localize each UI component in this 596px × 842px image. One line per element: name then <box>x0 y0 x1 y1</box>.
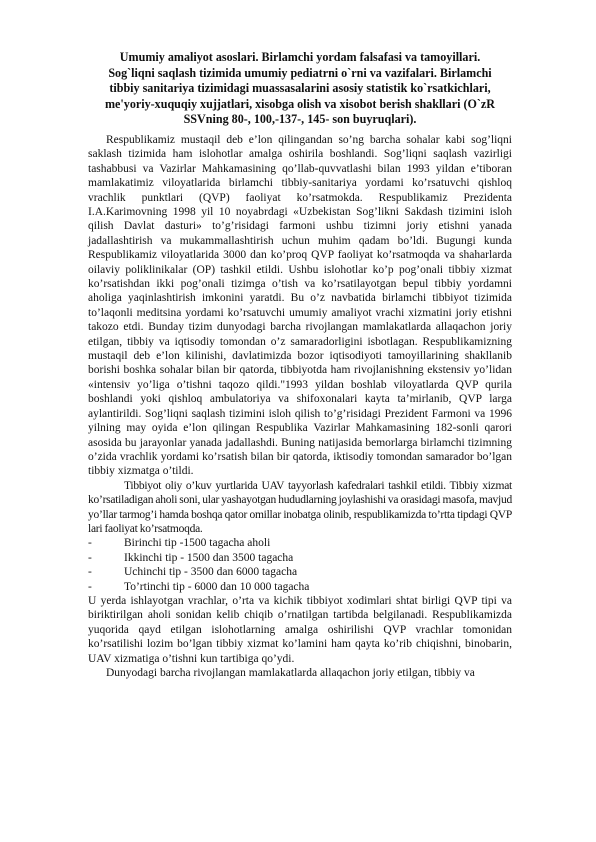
list-item-text: Birinchi tip -1500 tagacha aholi <box>124 537 271 550</box>
body-paragraph-departments: Tibbiyot oliy o’kuv yurtlarida UAV tayyorlash kafedralari tashkil etildi. Tibbiy xizmat ko’rsatiladigan aholi soni, ular yashayotgan hududlarning joylashishi va orasidagi masofa, mavjud yo’llar tarmog’i hamda boshqa qator omillar inobatga olinib, respublikamizda to’rtta tipdagi QVP lari faoliyat ko’rsatmoqda. <box>88 479 512 535</box>
qvp-type-list <box>88 536 512 594</box>
list-item <box>88 551 512 565</box>
list-item-text: Uchinchi tip - 3500 dan 6000 tagacha <box>124 566 298 579</box>
list-dash: - <box>88 580 92 593</box>
list-item <box>88 536 512 550</box>
list-item-text: Ikkinchi tip - 1500 dan 3500 tagacha <box>124 551 294 564</box>
title-line: Umumiy amaliyot asoslari. Birlamchi yordam falsafasi va tamoyillari. <box>119 50 481 64</box>
body-paragraph-continuation: Dunyodagi barcha rivojlangan mamlakatlarda allaqachon joriy etilgan, tibbiy va <box>106 667 475 679</box>
list-item <box>88 580 512 594</box>
document-title <box>88 50 512 128</box>
title-line: SSVning 80-, 100,-137-, 145- son buyruqlari). <box>183 112 417 127</box>
list-dash: - <box>88 537 92 550</box>
list-item <box>88 565 512 579</box>
title-line: me'yoriy-xuquqiy xujjatlari, xisobga olish va xisobot berish shakllari (O`zR <box>104 96 496 111</box>
body-paragraph-staffing: U yerda ishlayotgan vrachlar, o’rta va kichik tibbiyot xodimlari shtat birligi QVP tipi va biriktirilgan aholi sonidan kelib chiqib o’rnatilgan tartibda belgilanadi. Respublikamizda yuqorida qayd etilgan islohotlarning amalga oshirilishi QVP vrachlar tomonidan ko’rsatilishi lozim bo’lgan tibbiy xizmat ko’lamini ham qayta ko’rib chiqishni, binobarin, UAV xizmatiga o’tishni kun tartibiga qo’ydi. <box>88 594 512 665</box>
list-dash: - <box>88 551 92 564</box>
title-line: tibbiy sanitariya tizimidagi muassasalarini asosiy statistik ko`rsatkichlari, <box>109 81 491 96</box>
list-item-text: To’rtinchi tip - 6000 dan 10 000 tagacha <box>124 580 310 593</box>
list-dash: - <box>88 566 92 579</box>
body-paragraph-reforms: Respublikamiz mustaqil deb e’lon qilingandan so’ng barcha sohalar kabi sog’liqni saklash tizimida ham islohotlar amalga oshirila boshlandi. Sog’liqni saqlash vazirligi tashabbusi va Vazirlar Mahkamasining qo’llab-quvvatlashi bilan 1993 yildan e’tiboran mamlakatimiz viloyatlarida birlamchi tibbiy-sanitariya yordami ko’rsatuvchi qishloq vrachlik punktlari (QVP) faoliyat ko’rsatmokda. Respublikamiz Prezidenta I.A.Karimovning 1998 yil 10 noyabrdagi «Uzbekistan Sog’likni Sakdash tizimini isloh qilish Davlat dasturi» to’g’risidagi farmoni ushbu tizimni joriy etishni yanada jadallashtirish va mukammallashtirish uchun muhim qadam bo’ldi. Bugungi kunda Respublikamiz viloyatlarida 3000 dan ko’proq QVP faoliyat ko’rsatmoqda va shaharlarda oilaviy poliklinikalar (OP) tashkil etildi. Ushbu islohotlar ko’p pog’onali tibbiy xizmat ko’rsatishdan ikki pog’onali tizimga o’tish va ko’rsatilayotgan bepul tibbiy yordamni aholiga yaqinlashtirish imkonini yaratdi. Bu o’z navbatida birlamchi tibbiyot tizimida to’laqonli meditsina yordami ko’rsatuvchi umumiy amaliyot vrachi xizmatini joriy etishni takozo etdi. Bunday tizim dunyodagi barcha rivojlangan mamlakatlarda allaqachon joriy etilgan, tibbiy va iqtisodiy tomondan o’z samaradorligini isbotlagan. Respublikamizning mustaqil deb e’lon kilinishi, davlatimizda bozor iqtisodiyoti tamoyillarining shakllanib borishi boshka sohalar bilan bir qatorda, tibbiyotda ham rivojlanishning ekstensiv yo’lidan «intensiv yo’liga o’tishni taqozo qildi."1993 yildan boshlab viloyatlarda QVP qurila boshlandi yoki qishloq ambulatoriya va shifoxonalari kayta ta’mirlanib, QVP larga aylantirildi. Sog’liqni saqlash tizimini isloh qilish to’g’risidagi Prezident Farmoni va 1996 yilning may oyida e’lon qilingan Respublika Vazirlar Mahkamasining 182-sonli qarori asosida bu jarayonlar yanada jadallashdi. Buning natijasida bemorlarga birlamchi tizimning o’zida vrachlik yordami ko’rsatish bilan bir qatorda, iktisodiy tomondan samarador bo’lgan tibbiy xizmatga o’tildi. <box>88 133 512 478</box>
title-line: Sog`liqni saqlash tizimida umumiy pediatrni o`rni va vazifalari. Birlamchi <box>108 65 492 80</box>
document-page <box>88 50 512 680</box>
